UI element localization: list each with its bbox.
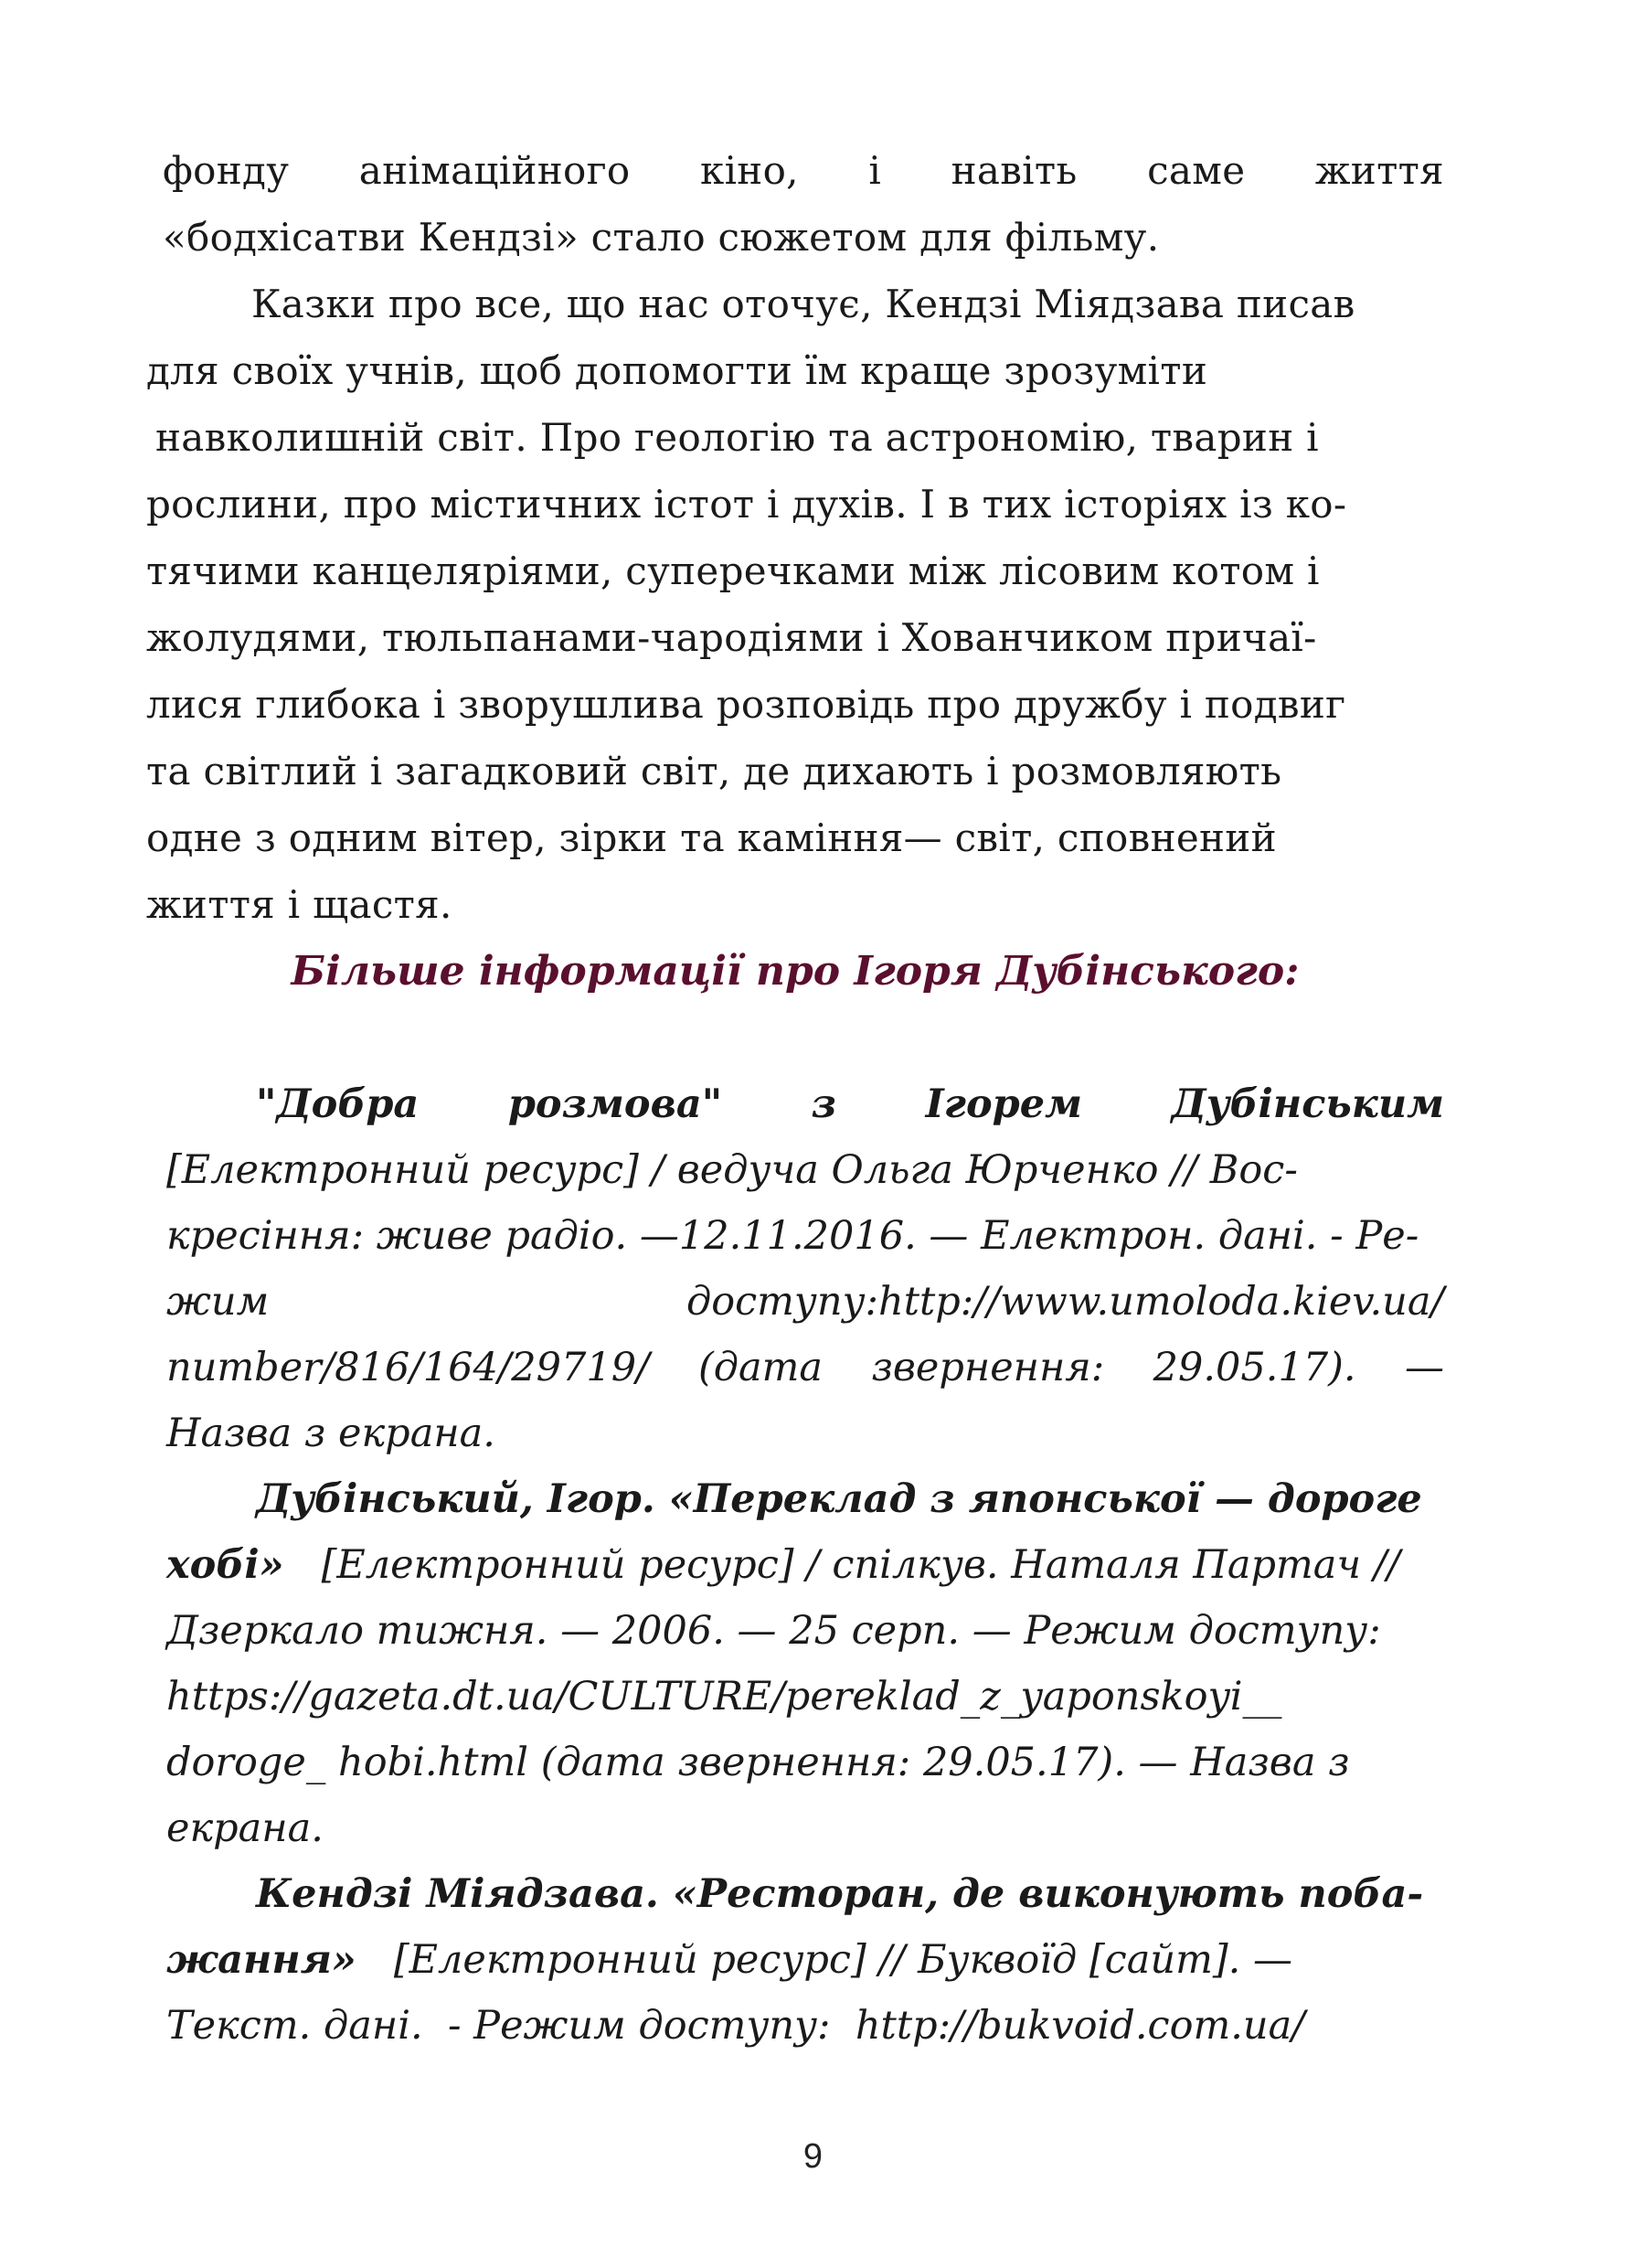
body-line-8: жолудями, тюльпанами-чародіями і Хованчиком причаї- [146,615,1317,660]
word: фонду [163,148,290,193]
document-page [146,137,1444,2059]
word: Дубінським [1171,1081,1444,1127]
body-line-11: одне з одним вітер, зірки та каміння— світ, сповнений [146,815,1277,860]
biblio-entry-2-line: Дзеркало тижня. — 2006. — 25 серп. — Режим доступу: [166,1608,1381,1654]
body-line-7: тячими канцеляріями, суперечками між лісовим котом і [146,548,1320,593]
word: кіно, [700,148,799,193]
biblio-entry-1-title [146,1071,1444,1137]
word: розмова" [507,1081,723,1127]
body-line-3: Казки про все, що нас оточує, Кендзі Міядзава писав [251,282,1355,326]
body-line-1 [146,137,1444,204]
body-line-6: рослини, про містичних істот і духів. І в тих історіях із ко- [146,482,1347,527]
word: 29.05.17). [1153,1345,1356,1390]
word: (дата [697,1345,824,1390]
word: саме [1147,148,1246,193]
biblio-entry-2-line [146,1532,1444,1598]
biblio-entry-2-title: Дубінський, Ігор. «Переклад з японської — дороге [256,1476,1422,1522]
word: звернення: [871,1345,1105,1390]
biblio-entry-3-title-tail: жання» [166,1937,356,1983]
page-number: 9 [802,2137,824,2176]
word: жим [166,1279,270,1325]
biblio-entry-3-rest: [Електронний ресурс] // Буквоїд [сайт]. — [393,1937,1292,1983]
word: — [1405,1345,1444,1390]
word: життя [1314,148,1444,193]
biblio-entry-2-line: https://gazeta.dt.ua/CULTURE/pereklad_z_yaponskoyi__ [166,1674,1282,1720]
biblio-entry-3-title: Кендзі Міядзава. «Ресторан, де виконують поба- [256,1871,1424,1917]
word: з [811,1081,837,1127]
biblio-entry-1-line [146,1269,1444,1335]
biblio-entry-1-line: [Електронний ресурс] / ведуча Ольга Юрченко // Вос- [166,1147,1298,1193]
section-heading: Більше інформації про Ігоря Дубінського: [291,948,1300,995]
biblio-entry-2-rest: [Електронний ресурс] / спілкув. Наталя Партач // [321,1542,1400,1588]
biblio-entry-3-line [146,1927,1444,1993]
word: number/816/164/29719/ [166,1345,650,1390]
body-line-2: «бодхісатви Кендзі» стало сюжетом для фільму. [163,215,1160,260]
biblio-entry-2-line: doroge_ hobi.html (дата звернення: 29.05.17). — Назва з [166,1740,1350,1785]
link-text: доступу:http://www.umoloda.kiev.ua/ [685,1279,1444,1325]
body-line-4: для своїх учнів, щоб допомогти їм краще зрозуміти [146,348,1208,393]
body-line-10: та світлий і загадковий світ, де дихають і розмовляють [146,749,1282,793]
body-line-5: навколишній світ. Про геологію та астрономію, тварин і [155,415,1319,460]
word: анімаційного [358,148,631,193]
biblio-entry-3-line: Текст. дані. - Режим доступу: http://bukvoid.com.ua/ [166,2003,1305,2049]
bibliography [146,1071,1444,2059]
biblio-entry-1-line [146,1335,1444,1400]
word: "Добра [256,1081,420,1127]
word: навіть [951,148,1078,193]
body-line-9: лися глибока і зворушлива розповідь про дружбу і подвиг [146,682,1346,727]
biblio-entry-1-line: Назва з екрана. [166,1411,495,1456]
biblio-entry-2-title-tail: хобі» [166,1542,284,1588]
biblio-entry-1-line: кресіння: живе радіо. —12.11.2016. — Електрон. дані. - Ре- [166,1213,1419,1259]
word: і [868,148,882,193]
word: Ігорем [925,1081,1082,1127]
body-line-12: життя і щастя. [146,882,452,927]
biblio-entry-2-line: екрана. [166,1805,324,1851]
